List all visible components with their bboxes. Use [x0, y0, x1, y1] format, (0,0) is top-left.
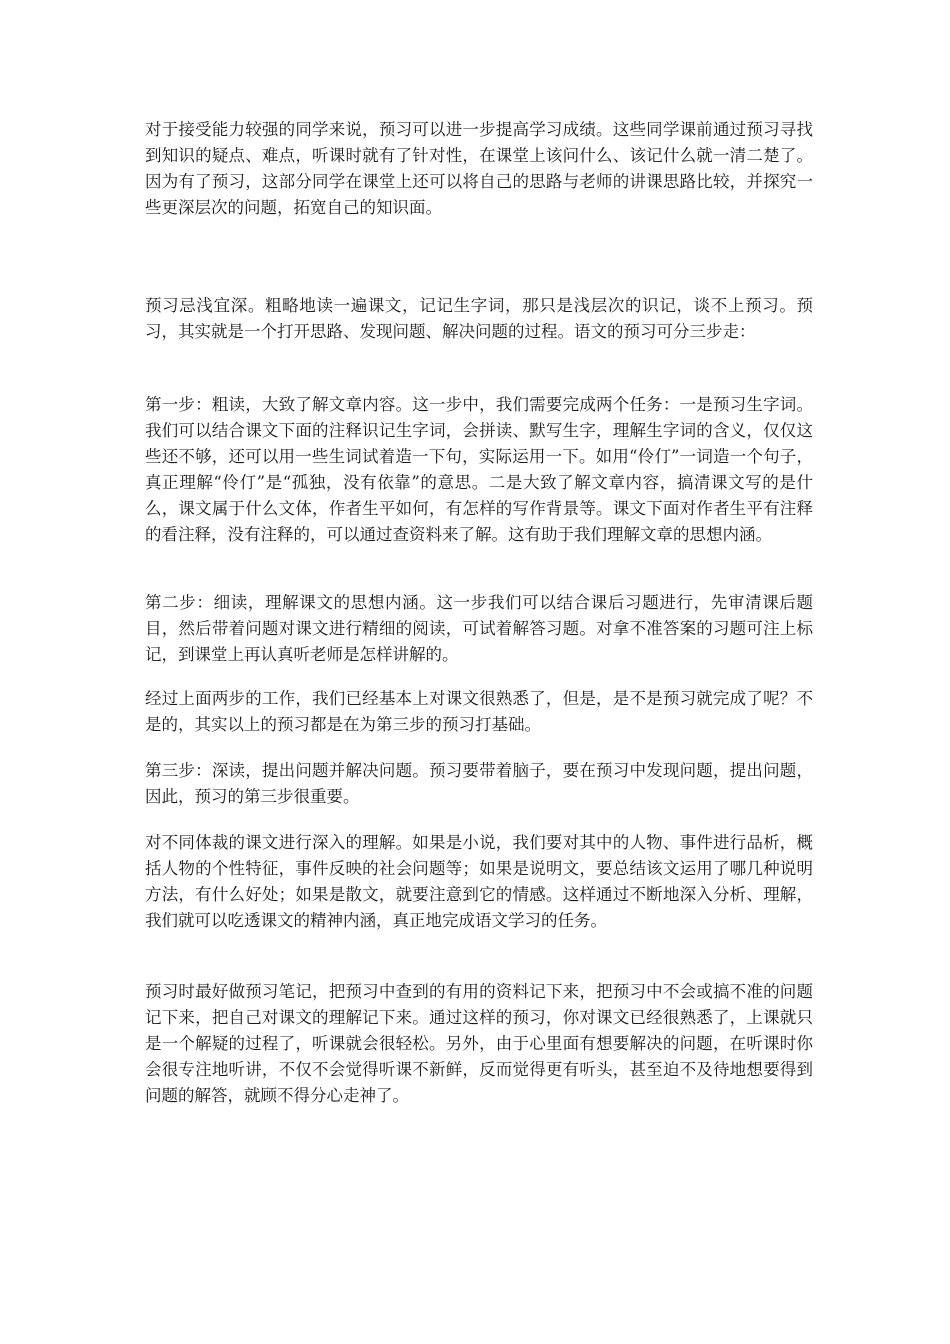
- paragraph-1: 对于接受能力较强的同学来说，预习可以进一步提高学习成绩。这些同学课前通过预习寻找到知识的疑点、难点，听课时就有了针对性，在课堂上该问什么、该记什么就一清二楚了。因为有了预习，这部分同学在课堂上还可以将自己的思路与老师的讲课思路比较，并探究一些更深层次的问题，拓宽自己的知识面。: [145, 120, 813, 217]
- paragraph-3: 第一步：粗读，大致了解文章内容。这一步中，我们需要完成两个任务：一是预习生字词。我们可以结合课文下面的注释识记生字词，会拼读、默写生字，理解生字词的含义，仅仅这些还不够，还可以用一些生词试着造一下句，实际运用一下。如用“伶仃”一词造一个句子，真正理解“伶仃”是“孤独，没有依靠”的意思。二是大致了解文章内容，搞清课文写的是什么，课文属于什么文体，作者生平如何，有怎样的写作背景等。课文下面对作者生平有注释的看注释，没有注释的，可以通过查资料来了解。这有助于我们理解文章的思想内涵。: [145, 395, 813, 544]
- paragraph-2: 预习忌浅宜深。粗略地读一遍课文，记记生字词，那只是浅层次的识记，谈不上预习。预习，其实就是一个打开思路、发现问题、解决问题的过程。语文的预习可分三步走：: [145, 296, 813, 341]
- paragraph-8: 预习时最好做预习笔记，把预习中查到的有用的资料记下来，把预习中不会或搞不准的问题记下来，把自己对课文的理解记下来。通过这样的预习，你对课文已经很熟悉了，上课就只是一个解疑的过程了，听课就会很轻松。另外，由于心里面有想要解决的问题，在听课时你会很专注地听讲，不仅不会觉得听课不新鲜，反而觉得更有听头，甚至迫不及待地想要得到问题的解答，就顾不得分心走神了。: [145, 982, 813, 1105]
- paragraph-7: 对不同体裁的课文进行深入的理解。如果是小说，我们要对其中的人物、事件进行品析，概括人物的个性特征，事件反映的社会问题等；如果是说明文，要总结该文运用了哪几种说明方法，有什么好处；如果是散文，就要注意到它的情感。这样通过不断地深入分析、理解，我们就可以吃透课文的精神内涵，真正地完成语文学习的任务。: [145, 833, 813, 930]
- paragraph-5: 经过上面两步的工作，我们已经基本上对课文很熟悉了，但是，是不是预习就完成了呢？不是的，其实以上的预习都是在为第三步的预习打基础。: [145, 689, 813, 734]
- paragraph-4: 第二步：细读，理解课文的思想内涵。这一步我们可以结合课后习题进行，先审清课后题目，然后带着问题对课文进行精细的阅读，可试着解答习题。对拿不准答案的习题可注上标记，到课堂上再认真听老师是怎样讲解的。: [145, 593, 813, 664]
- paragraph-6: 第三步：深读，提出问题并解决问题。预习要带着脑子，要在预习中发现问题，提出问题，因此，预习的第三步很重要。: [145, 761, 813, 806]
